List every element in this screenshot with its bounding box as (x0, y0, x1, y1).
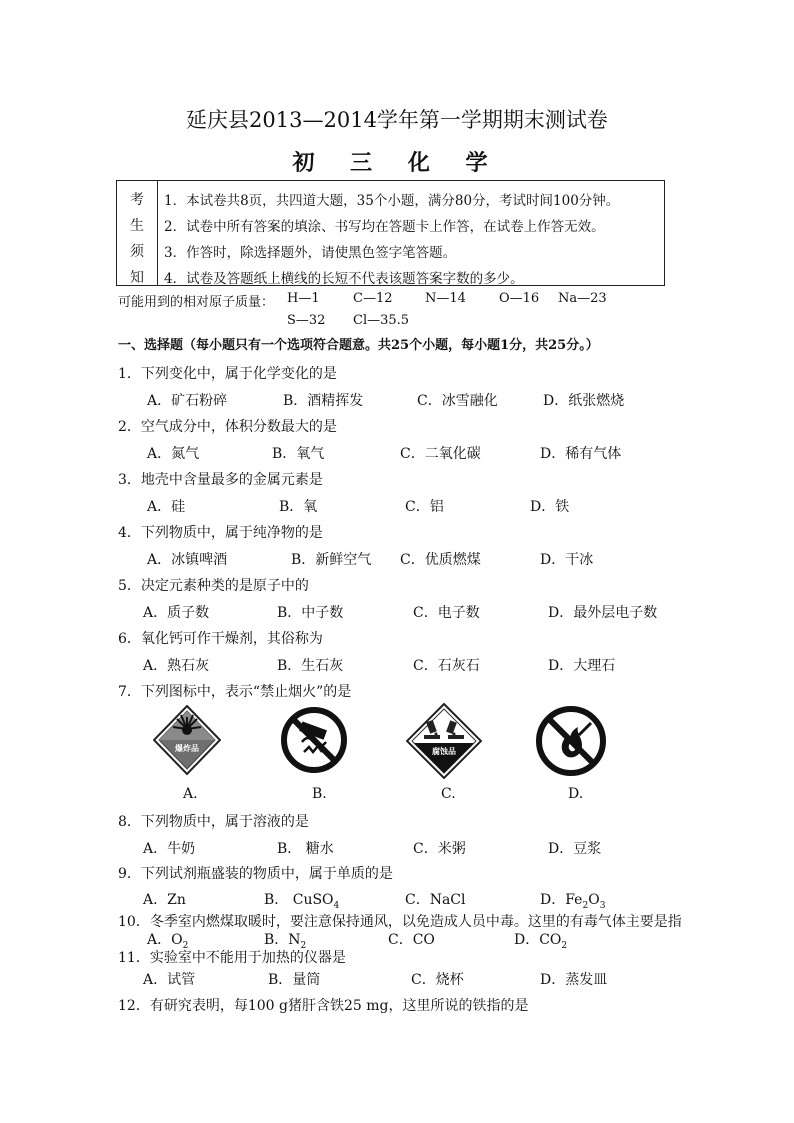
option-a: A．硅 (147, 499, 186, 515)
question-10: 10．冬季室内燃煤取暖时，要注意保持通风，以免造成人员中毒。这里的有毒气体主要是指 (118, 914, 682, 930)
option-d: D．纸张燃烧 (543, 393, 625, 409)
notice-head-char: 知 (130, 270, 144, 286)
option-b: B．新鲜空气 (291, 552, 372, 568)
option-a: A．$O_2$ (147, 932, 189, 951)
question-4: 4．下列物质中，属于纯净物的是 (118, 525, 323, 541)
option-c: C. (441, 786, 456, 802)
option-d: D．$CO_2$ (514, 932, 568, 951)
exam-title: 延庆县2013—2014学年第一学期期末测试卷 (186, 108, 608, 132)
option-b: B．量筒 (268, 972, 321, 988)
option-b: B．氧 (279, 499, 318, 515)
notice-head-char: 生 (130, 218, 144, 234)
notice-item: 3．作答时，除选择题外，请使黑色签字笔答题。 (164, 245, 457, 261)
option-d: D. (568, 786, 584, 802)
question-3: 3．地壳中含量最多的金属元素是 (118, 472, 323, 488)
option-b: B．中子数 (277, 605, 344, 621)
question-6: 6．氧化钙可作干燥剂，其俗称为 (118, 631, 323, 647)
option-d: D．干冰 (540, 552, 594, 568)
option-d: D．大理石 (548, 658, 616, 674)
option-a: A．牛奶 (143, 841, 196, 857)
atomic-mass: O—16 (499, 291, 540, 306)
atomic-mass: N—14 (425, 291, 466, 306)
notice-item: 1．本试卷共8页，共四道大题，35个小题，满分80分，考试时间100分钟。 (164, 193, 620, 209)
notice-item: 2．试卷中所有答案的填涂、书写均在答题卡上作答，在试卷上作答无效。 (164, 219, 605, 235)
option-c: C．石灰石 (413, 658, 480, 674)
atomic-mass: Cl—35.5 (353, 313, 410, 328)
question-7: 7．下列图标中，表示“禁止烟火”的是 (118, 684, 352, 700)
atomic-mass: S—32 (287, 313, 326, 328)
atomic-mass-intro: 可能用到的相对原子质量： (118, 295, 275, 310)
question-1: 1．下列变化中，属于化学变化的是 (118, 366, 337, 382)
atomic-mass: C—12 (353, 291, 393, 306)
corrosive-hazard-sign-icon (406, 703, 482, 779)
notice-head-char: 考 (130, 192, 144, 208)
option-c: C．烧杯 (411, 972, 464, 988)
option-b: B． 糖水 (277, 841, 334, 857)
question-8: 8．下列物质中，属于溶液的是 (118, 814, 309, 830)
atomic-mass: H—1 (287, 291, 320, 306)
option-b: B．酒精挥发 (283, 393, 364, 409)
question-5: 5．决定元素种类的是原子中的 (118, 578, 309, 594)
explosive-hazard-sign-icon (153, 705, 221, 775)
notice-item: 4．试卷及答题纸上横线的长短不代表该题答案字数的多少。 (164, 271, 524, 287)
option-d: D．$Fe_2O_3$ (540, 892, 606, 911)
option-c: C．铝 (405, 499, 444, 515)
option-a: A．冰镇啤酒 (147, 552, 228, 568)
question-12: 12．有研究表明，每100 g猪肝含铁25 mg，这里所说的铁指的是 (118, 998, 529, 1014)
option-a: A．熟石灰 (143, 658, 210, 674)
option-c: C．CO (388, 932, 435, 948)
option-c: C．优质燃煤 (400, 552, 481, 568)
no-fire-sign-icon (535, 705, 607, 777)
corrosive-sign-label: 腐蚀品 (432, 747, 456, 756)
exam-subject: 初 三 化 学 (292, 150, 502, 176)
option-b: B. (312, 786, 327, 802)
option-d: D．最外层电子数 (548, 605, 658, 621)
option-a: A．氮气 (147, 446, 200, 462)
option-c: C．NaCl (405, 892, 466, 908)
exam-notice-box (116, 180, 665, 286)
option-c: C．二氧化碳 (400, 446, 481, 462)
option-a: A．质子数 (143, 605, 210, 621)
option-d: D．铁 (530, 499, 570, 515)
no-smoking-sign-icon (280, 706, 348, 774)
option-c: C．冰雪融化 (417, 393, 498, 409)
option-d: D．稀有气体 (540, 446, 622, 462)
option-b: B．生石灰 (277, 658, 344, 674)
option-d: D．豆浆 (548, 841, 602, 857)
option-a: A．Zn (143, 892, 186, 908)
question-9: 9．下列试剂瓶盛装的物质中，属于单质的是 (118, 866, 393, 882)
option-b: B．$N_2$ (264, 932, 307, 951)
option-a: A．试管 (143, 972, 196, 988)
question-2: 2．空气成分中，体积分数最大的是 (118, 419, 337, 435)
notice-header (117, 181, 158, 285)
option-a: A. (183, 786, 198, 802)
atomic-mass: Na—23 (558, 291, 607, 306)
explosive-sign-label: 爆炸品 (175, 744, 199, 753)
option-b: B． CuSO$_4$ (264, 892, 340, 911)
option-d: D．蒸发皿 (540, 972, 608, 988)
notice-head-char: 须 (130, 244, 144, 260)
option-c: C．电子数 (413, 605, 480, 621)
section-heading: 一、选择题（每小题只有一个选项符合题意。共25个小题，每小题1分，共25分。） (118, 338, 599, 353)
question-11: 11．实验室中不能用于加热的仪器是 (118, 950, 346, 966)
option-c: C．米粥 (413, 841, 466, 857)
option-a: A．矿石粉碎 (147, 393, 228, 409)
option-b: B．氧气 (272, 446, 325, 462)
